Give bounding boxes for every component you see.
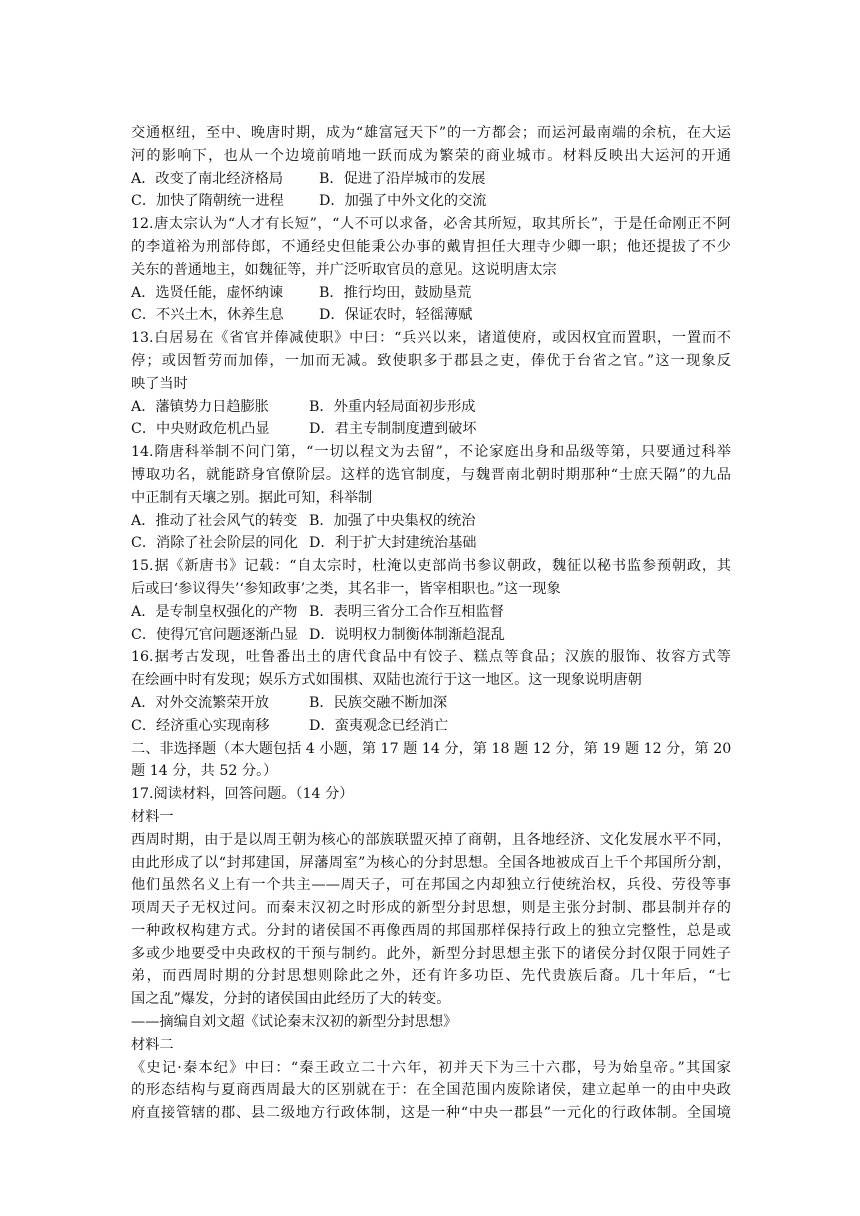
q13-option-c: C．中央财政危机凸显 bbox=[131, 421, 270, 438]
q12-options-row bbox=[131, 304, 731, 327]
q15-text-line: 后或曰‘参议得失’‘参知政事’之类，其名非一，皆宰相职也。”这一现象 bbox=[131, 580, 561, 597]
q15-option-b: B．表明三省分工合作互相监督 bbox=[309, 603, 504, 620]
q14-option-b: B．加强了中央集权的统治 bbox=[309, 512, 476, 529]
q16-text-line: 16.据考古发现，吐鲁番出土的唐代食品中有饺子、糕点等食品；汉族的服饰、妆容方式等 bbox=[131, 649, 731, 666]
q12-text-line: 关东的普通地主，如魏征等，并广泛听取官员的意见。这说明唐太宗 bbox=[131, 261, 557, 278]
q12-option-d: D．保证农时，轻徭薄赋 bbox=[319, 307, 473, 324]
q11-option-d: D．加强了中外文化的交流 bbox=[319, 193, 487, 210]
page-content bbox=[131, 122, 731, 1125]
material2-line: 府直接管辖的郡、县二级地方行政体制，这是一种“中央一郡县”一元化的行政体制。全国境 bbox=[131, 1105, 731, 1122]
q11-text-line: 河的影响下，也从一个边境前哨地一跃而成为繁荣的商业城市。材料反映出大运河的开通 bbox=[131, 147, 731, 164]
q13-option-d: D．君主专制制度遭到破坏 bbox=[309, 421, 477, 438]
q15-options-row bbox=[131, 601, 731, 624]
material1-line: 西周时期，由于是以周王朝为核心的部族联盟灭掉了商朝，且各地经济、文化发展水平不同， bbox=[131, 831, 731, 848]
material1-line: 弟，而西周时期的分封思想则除此之外，还有许多功臣、先代贵族后裔。几十年后，“七 bbox=[131, 968, 731, 985]
section-heading-line: 二、非选择题（本大题包括 4 小题，第 17 题 14 分，第 18 题 12 分，第 19 题 12 分，第 20 bbox=[131, 740, 731, 757]
q14-text-line: 14.隋唐科举制不问门第，“一切以程文为去留”，不论家庭出身和品级等第，只要通过科举 bbox=[131, 444, 731, 461]
material2-line: 的形态结构与夏商西周最大的区别就在于：在全国范围内废除诸侯，建立起单一的由中央政 bbox=[131, 1082, 731, 1099]
q15-option-c: C．使得冗官问题逐渐凸显 bbox=[131, 626, 298, 643]
q16-option-c: C．经济重心实现南移 bbox=[131, 717, 270, 734]
q13-options-row bbox=[131, 418, 731, 441]
q13-text-line: 停；或因暂劳而加俸，一加而无减。致使职多于郡县之吏，俸优于台省之官。”这一现象反 bbox=[131, 352, 731, 369]
q15-text-line: 15.据《新唐书》记载：“自太宗时，杜淹以吏部尚书参议朝政，魏征以秘书监参预朝政，其 bbox=[131, 558, 731, 575]
q17-title: 17.阅读材料，回答问题。（14 分） bbox=[131, 786, 354, 803]
q12-text-line: 12.唐太宗认为“人才有长短”，“人不可以求备，必舍其所短，取其所长”，于是任命刚正不阿 bbox=[131, 216, 731, 233]
q12-option-b: B．推行均田，鼓励垦荒 bbox=[319, 284, 472, 301]
q13-options-row bbox=[131, 396, 731, 419]
q13-text-line: 13.白居易在《省官并俸减使职》中曰：“兵兴以来，诸道使府，或因权宜而置职，一置而不 bbox=[131, 330, 731, 347]
q16-option-b: B．民族交融不断加深 bbox=[309, 694, 448, 711]
q12-options-row bbox=[131, 282, 731, 305]
q15-options-row bbox=[131, 624, 731, 647]
q14-options-row bbox=[131, 532, 731, 555]
material1-label: 材料一 bbox=[131, 808, 174, 825]
q16-option-d: D．蛮夷观念已经消亡 bbox=[309, 717, 449, 734]
material1-line: 多或少地要受中央政权的干预与制约。此外，新型分封思想主张下的诸侯分封仅限于同姓子 bbox=[131, 945, 731, 962]
q14-option-a: A．推动了社会风气的转变 bbox=[131, 512, 298, 529]
q11-options-row bbox=[131, 168, 731, 191]
q11-options-row bbox=[131, 190, 731, 213]
q11-text-line: 交通枢纽，至中、晚唐时期，成为“雄富冠天下”的一方都会；而运河最南端的余杭，在大运 bbox=[131, 125, 731, 141]
q15-option-d: D．说明权力制衡体制渐趋混乱 bbox=[309, 626, 505, 643]
material1-line: 一种政权构建方式。分封的诸侯国不再像西周的邦国那样保持行政上的独立完整性，总是或 bbox=[131, 922, 731, 939]
q13-option-a: A．藩镇势力日趋膨胀 bbox=[131, 398, 269, 415]
material1-line: 国之乱”爆发，分封的诸侯国由此经历了大的转变。 bbox=[131, 991, 451, 1008]
q12-text-line: 的李道裕为刑部侍郎，不通经史但能秉公办事的戴胄担任大理寺少卿一职；他还提拔了不少 bbox=[131, 238, 731, 255]
material1-line: 由此形成了以“封邦建国，屏藩周室”为核心的分封思想。全国各地被成百上千个邦国所分割， bbox=[131, 854, 731, 871]
material2-label: 材料二 bbox=[131, 1036, 174, 1053]
material2-line: 《史记·秦本纪》中曰：“秦王政立二十六年，初并天下为三十六郡，号为始皇帝。”其国家 bbox=[131, 1059, 731, 1076]
q11-option-b: B．促进了沿岸城市的发展 bbox=[319, 170, 486, 187]
q15-option-a: A．是专制皇权强化的产物 bbox=[131, 603, 298, 620]
q16-option-a: A．对外交流繁荣开放 bbox=[131, 694, 269, 711]
q13-text-line: 映了当时 bbox=[131, 375, 188, 392]
q14-text-line: 博取功名，就能跻身官僚阶层。这样的选官制度，与魏晋南北朝时期那种“士庶天隔”的九品 bbox=[131, 466, 731, 483]
q14-text-line: 中正制有天壤之别。据此可知，科举制 bbox=[131, 489, 373, 506]
q11-option-a: A．改变了南北经济格局 bbox=[131, 170, 284, 187]
q12-option-a: A．选贤任能，虚怀纳谏 bbox=[131, 284, 284, 301]
material1-line: 项周天子无权过问。而秦末汉初之时形成的新型分封思想，则是主张分封制、郡县制并存的 bbox=[131, 900, 731, 917]
q12-option-c: C．不兴土木，休养生息 bbox=[131, 307, 284, 324]
q14-option-d: D．利于扩大封建统治基础 bbox=[309, 535, 477, 552]
material1-line: 他们虽然名义上有一个共主——周天子，可在邦国之内却独立行使统治权，兵役、劳役等事 bbox=[131, 877, 731, 894]
q16-options-row bbox=[131, 692, 731, 715]
section-heading-line: 题 14 分，共 52 分。） bbox=[131, 763, 278, 780]
q14-options-row bbox=[131, 510, 731, 533]
material1-source: ——摘编自刘文超《试论秦末汉初的新型分封思想》 bbox=[131, 1014, 458, 1031]
q14-option-c: C．消除了社会阶层的同化 bbox=[131, 535, 298, 552]
q16-options-row bbox=[131, 715, 731, 738]
q13-option-b: B．外重内轻局面初步形成 bbox=[309, 398, 476, 415]
q16-text-line: 在绘画中时有发现；娱乐方式如围棋、双陆也流行于这一地区。这一现象说明唐朝 bbox=[131, 672, 642, 689]
q11-option-c: C．加快了隋朝统一进程 bbox=[131, 193, 284, 210]
